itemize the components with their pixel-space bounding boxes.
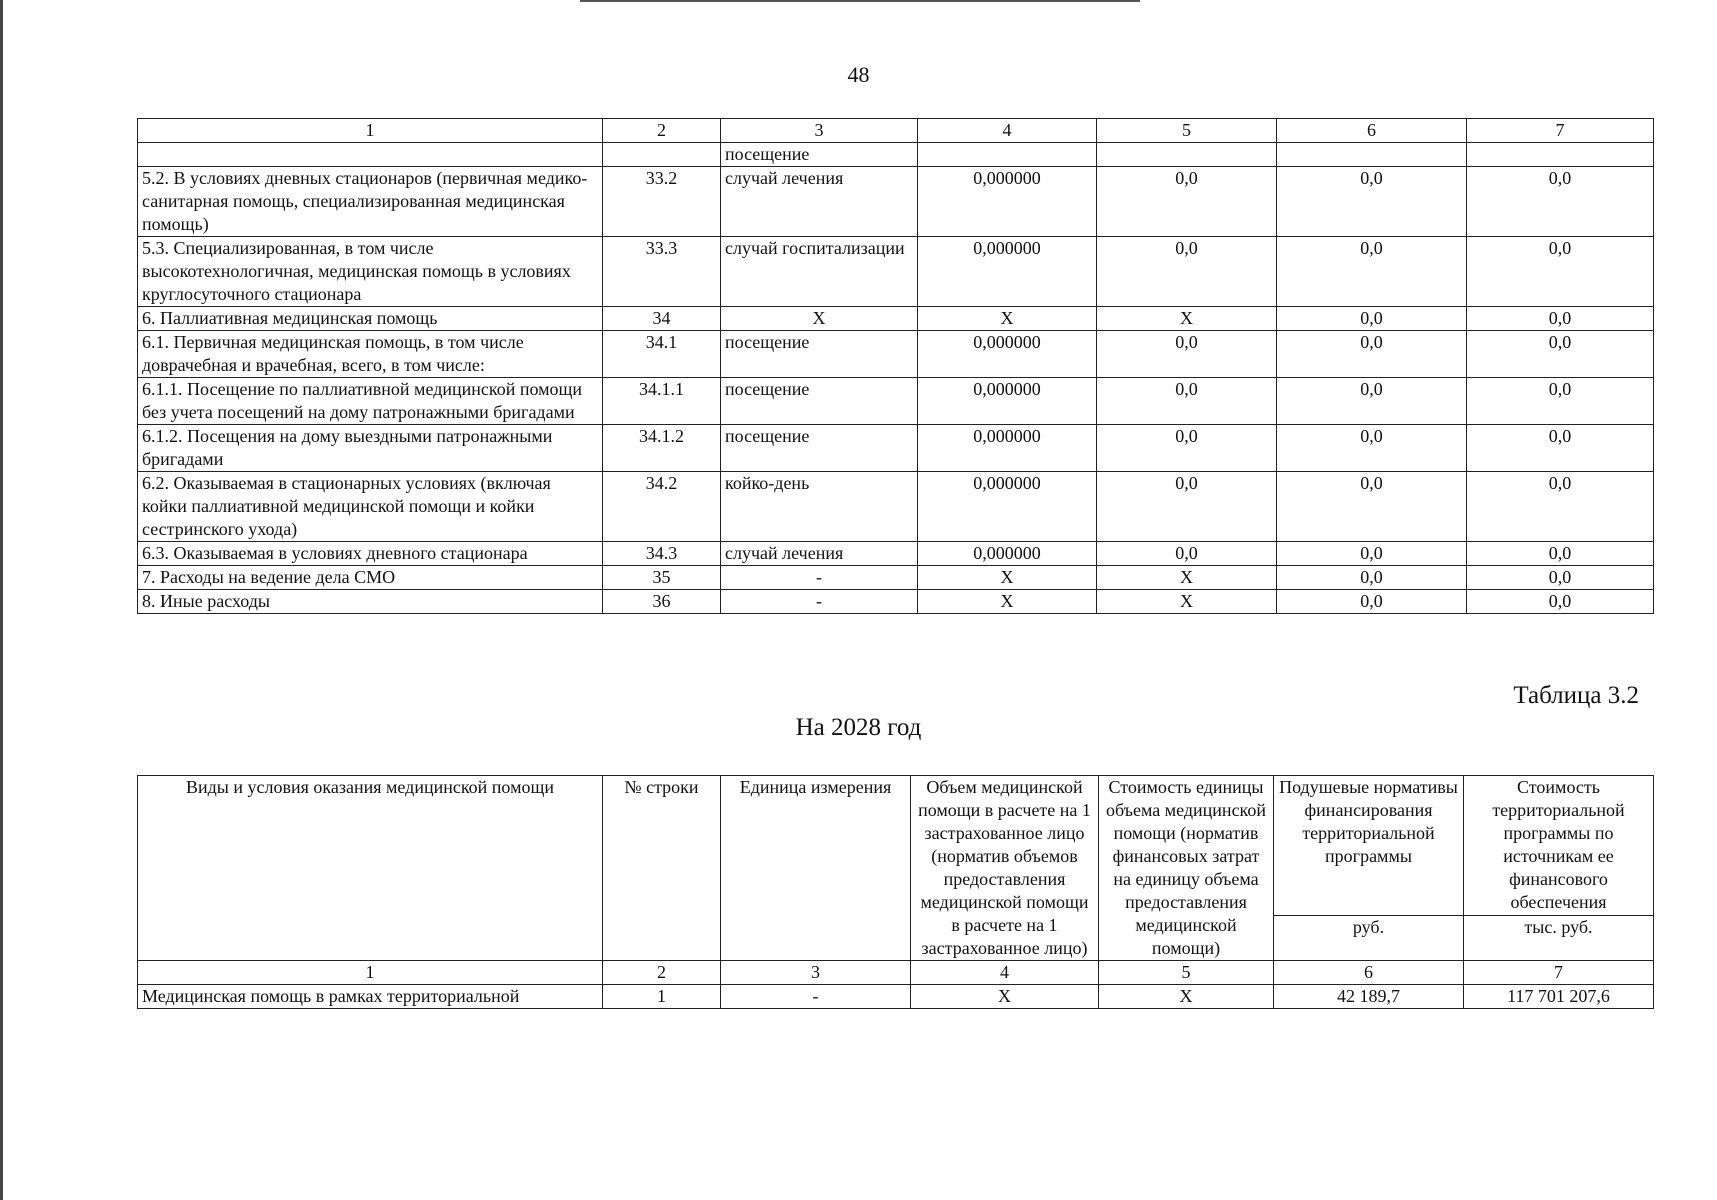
column-number: 2: [603, 961, 721, 985]
table-row: [138, 590, 1654, 614]
cell-unit: случай лечения: [721, 542, 918, 566]
column-number-row: [138, 119, 1654, 143]
cell-total: 0,0: [1467, 590, 1654, 614]
cell-name: Медицинская помощь в рамках территориальной: [138, 985, 603, 1009]
cell-norm: 0,0: [1277, 566, 1467, 590]
cell-name: 6. Паллиативная медицинская помощь: [138, 307, 603, 331]
cell-norm: 0,0: [1277, 331, 1467, 378]
cell-cost: Х: [1099, 985, 1274, 1009]
cell-name: [138, 143, 603, 167]
cell-volume: 0,000000: [918, 378, 1097, 425]
cell-total: 0,0: [1467, 237, 1654, 307]
table-row: [138, 985, 1654, 1009]
cell-volume: 0,000000: [918, 331, 1097, 378]
cell-unit: случай лечения: [721, 167, 918, 237]
cell-volume: 0,000000: [918, 425, 1097, 472]
cell-unit: посещение: [721, 143, 918, 167]
cell-norm: 0,0: [1277, 167, 1467, 237]
cell-norm: 0,0: [1277, 378, 1467, 425]
cell-norm: 0,0: [1277, 237, 1467, 307]
table-row: [138, 378, 1654, 425]
cell-volume: 0,000000: [918, 472, 1097, 542]
header-volume: Объем медицинской помощи в расчете на 1 застрахованное лицо (норматив объемов предоставления медицинской помощи в расчете на 1 застрахованное лицо): [911, 776, 1099, 961]
cell-total: 0,0: [1467, 331, 1654, 378]
cell-unit: посещение: [721, 425, 918, 472]
table-row: [138, 307, 1654, 331]
cell-volume: 0,000000: [918, 237, 1097, 307]
cell-cost: 0,0: [1097, 378, 1277, 425]
table-label: Таблица 3.2: [1513, 682, 1639, 709]
scan-edge-mark: [0, 0, 3, 1200]
cell-line: 35: [603, 566, 721, 590]
cell-volume: Х: [918, 590, 1097, 614]
table-row: [138, 542, 1654, 566]
column-number: 1: [138, 119, 603, 143]
cell-total: 117 701 207,6: [1464, 985, 1654, 1009]
cell-norm: 0,0: [1277, 472, 1467, 542]
header-row: [138, 776, 1654, 916]
column-number-row: [138, 961, 1654, 985]
cell-volume: Х: [918, 307, 1097, 331]
cell-name: 5.2. В условиях дневных стационаров (первичная медико-санитарная помощь, специализированная медицинская помощь): [138, 167, 603, 237]
cell-cost: 0,0: [1097, 472, 1277, 542]
column-number: 4: [911, 961, 1099, 985]
cell-norm: [1277, 143, 1467, 167]
cell-line: [603, 143, 721, 167]
cell-name: 7. Расходы на ведение дела СМО: [138, 566, 603, 590]
table-row: [138, 237, 1654, 307]
cell-unit: Х: [721, 307, 918, 331]
table-title: На 2028 год: [795, 714, 922, 741]
cell-line: 34.1.1: [603, 378, 721, 425]
cell-cost: Х: [1097, 307, 1277, 331]
cell-line: 34.1.2: [603, 425, 721, 472]
cell-cost: Х: [1097, 566, 1277, 590]
column-number: 2: [603, 119, 721, 143]
cell-norm: 0,0: [1277, 425, 1467, 472]
cell-total: 0,0: [1467, 542, 1654, 566]
cell-name: 6.1. Первичная медицинская помощь, в том числе доврачебная и врачебная, всего, в том числе:: [138, 331, 603, 378]
cell-line: 33.2: [603, 167, 721, 237]
cell-total: 0,0: [1467, 307, 1654, 331]
cell-cost: 0,0: [1097, 331, 1277, 378]
cell-volume: [918, 143, 1097, 167]
cell-unit: койко-день: [721, 472, 918, 542]
table-2028: [137, 775, 1654, 1009]
cell-unit: случай госпитализации: [721, 237, 918, 307]
cell-total: 0,0: [1467, 472, 1654, 542]
cell-volume: 0,000000: [918, 167, 1097, 237]
cell-norm: 0,0: [1277, 542, 1467, 566]
cell-unit: посещение: [721, 331, 918, 378]
cell-cost: 0,0: [1097, 167, 1277, 237]
cell-unit: -: [721, 566, 918, 590]
column-number: 6: [1274, 961, 1464, 985]
cell-cost: Х: [1097, 590, 1277, 614]
table-row: [138, 566, 1654, 590]
column-number: 7: [1467, 119, 1654, 143]
column-number: 3: [721, 961, 911, 985]
header-total-unit: тыс. руб.: [1464, 916, 1654, 961]
column-number: 7: [1464, 961, 1654, 985]
table-row: [138, 331, 1654, 378]
cell-norm: 0,0: [1277, 590, 1467, 614]
cell-cost: 0,0: [1097, 425, 1277, 472]
scan-top-edge: [580, 0, 1140, 2]
cell-name: 6.1.1. Посещение по паллиативной медицинской помощи без учета посещений на дому патронажными бригадами: [138, 378, 603, 425]
header-line: № строки: [603, 776, 721, 961]
column-number: 5: [1097, 119, 1277, 143]
cell-unit: посещение: [721, 378, 918, 425]
column-number: 1: [138, 961, 603, 985]
cell-name: 5.3. Специализированная, в том числе высокотехнологичная, медицинская помощь в условиях круглосуточного стационара: [138, 237, 603, 307]
cell-volume: Х: [918, 566, 1097, 590]
cell-line: 34.1: [603, 331, 721, 378]
cell-total: 0,0: [1467, 167, 1654, 237]
table-row: [138, 143, 1654, 167]
cell-line: 34: [603, 307, 721, 331]
cell-norm: 42 189,7: [1274, 985, 1464, 1009]
cell-name: 8. Иные расходы: [138, 590, 603, 614]
cell-unit: -: [721, 985, 911, 1009]
header-norm: Подушевые нормативы финансирования территориальной программы: [1274, 776, 1464, 916]
cell-line: 33.3: [603, 237, 721, 307]
table-row: [138, 472, 1654, 542]
cell-norm: 0,0: [1277, 307, 1467, 331]
page-number: 48: [847, 62, 870, 87]
cell-line: 1: [603, 985, 721, 1009]
cell-cost: 0,0: [1097, 237, 1277, 307]
cell-total: 0,0: [1467, 378, 1654, 425]
cell-total: 0,0: [1467, 425, 1654, 472]
cell-name: 6.1.2. Посещения на дому выездными патронажными бригадами: [138, 425, 603, 472]
header-name: Виды и условия оказания медицинской помощи: [138, 776, 603, 961]
header-norm-unit: руб.: [1274, 916, 1464, 961]
column-number: 5: [1099, 961, 1274, 985]
header-unit: Единица измерения: [721, 776, 911, 961]
column-number: 3: [721, 119, 918, 143]
cell-name: 6.2. Оказываемая в стационарных условиях (включая койки паллиативной медицинской помощи и койки сестринского ухода): [138, 472, 603, 542]
header-cost: Стоимость единицы объема медицинской помощи (норматив финансовых затрат на единицу объема предоставления медицинской помощи): [1099, 776, 1274, 961]
column-number: 6: [1277, 119, 1467, 143]
column-number: 4: [918, 119, 1097, 143]
cell-cost: 0,0: [1097, 542, 1277, 566]
cell-volume: Х: [911, 985, 1099, 1009]
cell-cost: [1097, 143, 1277, 167]
cell-name: 6.3. Оказываемая в условиях дневного стационара: [138, 542, 603, 566]
header-total: Стоимость территориальной программы по источникам ее финансового обеспечения: [1464, 776, 1654, 916]
cell-line: 34.2: [603, 472, 721, 542]
table-continued: [137, 118, 1654, 614]
cell-volume: 0,000000: [918, 542, 1097, 566]
cell-line: 36: [603, 590, 721, 614]
table-row: [138, 425, 1654, 472]
cell-total: 0,0: [1467, 566, 1654, 590]
cell-unit: -: [721, 590, 918, 614]
cell-total: [1467, 143, 1654, 167]
table-row: [138, 167, 1654, 237]
cell-line: 34.3: [603, 542, 721, 566]
